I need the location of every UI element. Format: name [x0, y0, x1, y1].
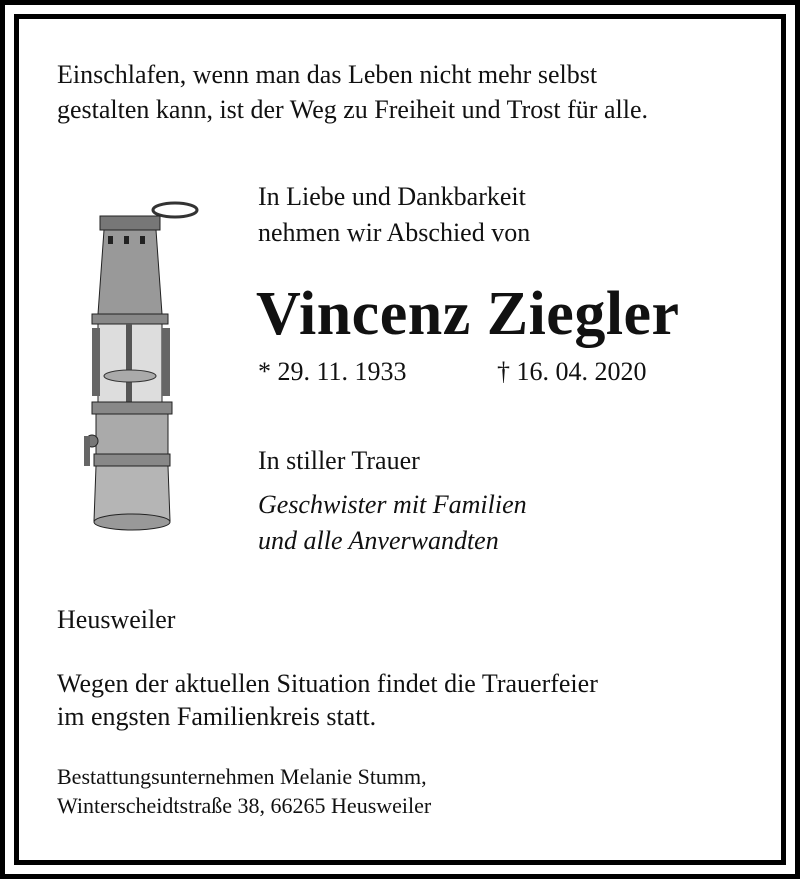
mourners-line-2: und alle Anverwandten [258, 526, 499, 555]
deceased-name: Vincenz Ziegler [256, 280, 680, 348]
motto-line-2: gestalten kann, ist der Weg zu Freiheit und Trost für alle. [57, 95, 648, 124]
mourning-label: In stiller Trauer [258, 446, 420, 475]
mourners-line-1: Geschwister mit Familien [258, 490, 527, 519]
birth-date: * 29. 11. 1933 [258, 357, 407, 386]
place: Heusweiler [57, 605, 176, 634]
undertaker-line-1: Bestattungsunternehmen Melanie Stumm, [57, 764, 427, 789]
undertaker-line-2: Winterscheidtstraße 38, 66265 Heusweiler [57, 793, 432, 818]
miners-lamp-illustration [78, 196, 208, 561]
motto-line-1: Einschlafen, wenn man das Leben nicht mehr selbst [57, 60, 598, 89]
intro-line-1: In Liebe und Dankbarkeit [258, 182, 526, 211]
intro-line-2: nehmen wir Abschied von [258, 218, 531, 247]
notice-line-1: Wegen der aktuellen Situation findet die Trauerfeier [57, 669, 598, 698]
death-date: † 16. 04. 2020 [497, 357, 647, 386]
notice-line-2: im engsten Familienkreis statt. [57, 702, 377, 731]
